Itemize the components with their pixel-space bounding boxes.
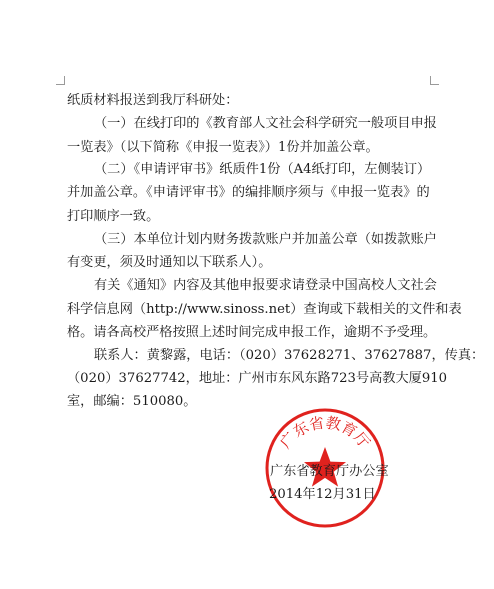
signature-date: 2014年12月31日: [269, 487, 376, 502]
text-line-14: 室，邮编：510080。: [67, 394, 197, 409]
text-line-8: 有变更，须及时通知以下联系人）。: [67, 255, 272, 270]
text-line-9: 有关《通知》内容及其他申报要求请登录中国高校人文社会: [94, 278, 437, 293]
text-line-12: 联系人：黄黎露，电话：（020）37628271、37627887，传真：: [94, 348, 485, 363]
text-line-7: （三）本单位计划内财务拨款账户并加盖公章（如拨款账户: [94, 232, 437, 247]
seal-text: 广东省教育厅: [276, 413, 374, 452]
text-line-5: 并加盖公章。《申请评审书》的编排顺序须与《申报一览表》的: [67, 185, 430, 200]
crop-mark-top-right: [430, 76, 439, 85]
text-line-1: 纸质材料报送到我厅科研处：: [67, 93, 239, 108]
text-line-3: 一览表》（以下简称《申报一览表》）1份并加盖公章。: [67, 140, 379, 155]
crop-mark-top-left: [56, 76, 65, 85]
text-line-6: 打印顺序一致。: [67, 209, 160, 224]
text-line-10: 科学信息网（http://www.sinoss.net）查询或下载相关的文件和表: [67, 302, 462, 317]
text-line-11: 格。请各高校严格按照上述时间完成申报工作，逾期不予受理。: [67, 325, 437, 340]
text-line-4: （二）《申请评审书》纸质件1份（A4纸打印，左侧装订）: [94, 162, 431, 177]
text-line-13: （020）37627742，地址：广州市东风东路723号高教大厦910: [67, 371, 448, 386]
text-line-2: （一）在线打印的《教育部人文社会科学研究一般项目申报: [94, 116, 437, 131]
signature-organization: 广东省教育厅办公室: [270, 464, 389, 479]
